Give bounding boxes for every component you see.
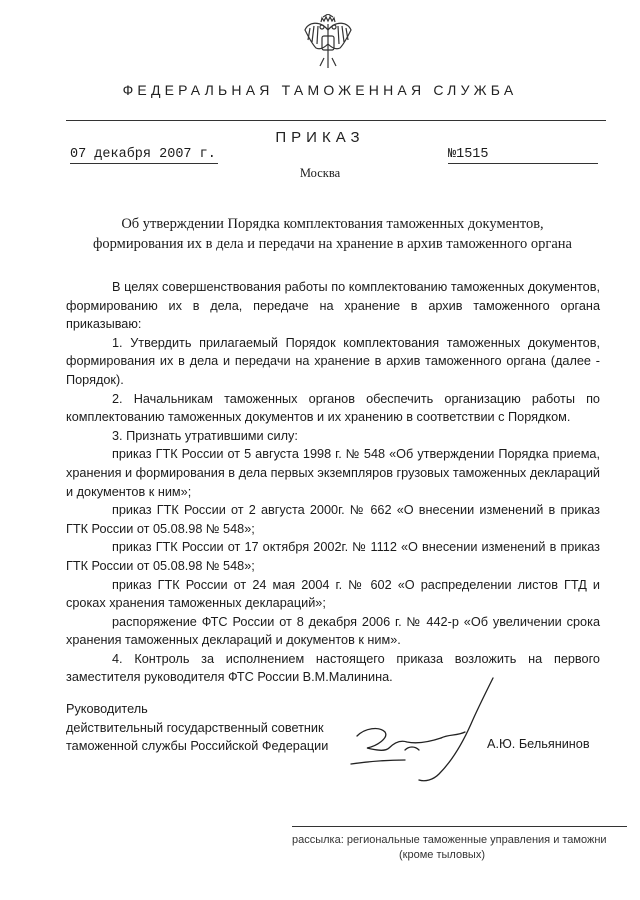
handwritten-signature [345, 676, 495, 784]
repealed-act-item: приказ ГТК России от 2 августа 2000г. № 662 «О внесении изменений в приказ ГТК России от 05.08.98 № 548»; [66, 503, 600, 536]
repealed-act-item: распоряжение ФТС России от 8 декабря 2006 г. № 442-р «Об увеличении срока хранения таможенных деклараций и документов к ним». [66, 614, 600, 648]
repealed-act-item: приказ ГТК России от 17 октября 2002г. № 1112 «О внесении изменений в приказ ГТК России от 05.08.98 № 548»; [66, 540, 600, 573]
signatory-title-line: Руководитель [66, 702, 148, 716]
order-title-line: формирования их в дела и передачи на хранение в архив таможенного органа [93, 236, 572, 252]
signatory-title-line: действительный государственный советник [66, 720, 324, 735]
document-type: ПРИКАЗ [275, 129, 365, 146]
signatory-title-line: таможенной службы Российской Федерации [66, 739, 329, 754]
repealed-act-item: приказ ГТК России от 24 мая 2004 г. № 602 «О распределении листов ГТД и сроках хранения таможенных деклараций»; [66, 577, 600, 611]
distribution-list [292, 833, 632, 863]
order-item: 4. Контроль за исполнением настоящего приказа возложить на первого заместителя руководителя ФТС России В.М.Малинина. [66, 651, 600, 685]
preamble-paragraph: В целях совершенствования работы по комплектованию таможенных документов, формированию их в дела, передаче на хранение в архив таможенного органа приказываю: [66, 280, 600, 332]
distribution-divider [292, 826, 627, 827]
distribution-line: рассылка: региональные таможенные управления и таможни [292, 834, 607, 846]
agency-name: ФЕДЕРАЛЬНАЯ ТАМОЖЕННАЯ СЛУЖБА [122, 82, 518, 98]
order-number: №1515 [448, 146, 598, 164]
order-body [66, 278, 600, 687]
order-item: 1. Утвердить прилагаемый Порядок комплектования таможенных документов, формирования их в дела и передачи на хранение в архив таможенного органа (далее - Порядок). [66, 335, 600, 387]
order-item: 2. Начальникам таможенных органов обеспечить организацию работы по комплектованию таможенных документов и их хранению в соответствии с Порядком. [66, 391, 600, 425]
repealed-act-item: приказ ГТК России от 5 августа 1998 г. № 548 «Об утверждении Порядка приема, хранения и формирования в дела первых экземпляров грузовых таможенных деклараций и документов к ним»; [66, 447, 600, 499]
header-divider [66, 120, 606, 121]
signatory-position [66, 700, 328, 756]
order-date: 07 декабря 2007 г. [70, 146, 218, 164]
issue-city: Москва [299, 166, 341, 180]
distribution-line: (кроме тыловых) [399, 849, 485, 861]
order-title-line: Об утверждении Порядка комплектования таможенных документов, [121, 216, 544, 232]
order-item: 3. Признать утратившими силу: [112, 428, 298, 443]
russian-coat-of-arms-icon [302, 14, 354, 72]
order-title [60, 214, 605, 254]
signatory-name: А.Ю. Бельянинов [487, 737, 590, 751]
